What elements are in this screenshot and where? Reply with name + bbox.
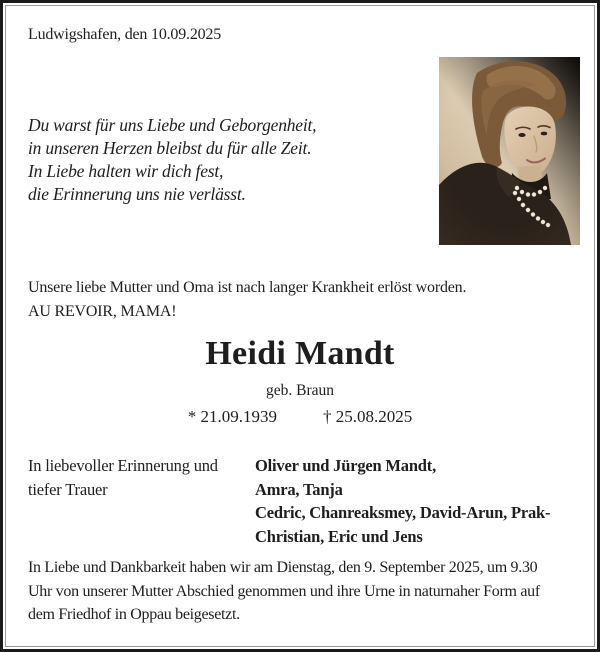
mourner-name-line: Amra, Tanja — [255, 479, 343, 499]
closing-line: dem Friedhof in Oppau beigesetzt. — [28, 606, 240, 623]
mourner-name-line: Cedric, Chanreaksmey, David-Arun, Prak- — [255, 503, 551, 522]
mourners-names — [255, 454, 550, 548]
dateline: Ludwigshafen, den 10.09.2025 — [28, 26, 222, 43]
closing-line: In Liebe und Dankbarkeit haben wir am Dienstag, den 9. September 2025, um 9.30 — [28, 559, 538, 576]
portrait-photo — [439, 57, 580, 245]
poem-line: Du warst für uns Liebe und Geborgenheit, — [28, 115, 317, 135]
death-date: † 25.08.2025 — [323, 407, 413, 426]
closing-text — [28, 556, 540, 627]
poem-line: die Erinnerung uns nie verlässt. — [28, 184, 246, 204]
mourners-label — [28, 454, 218, 501]
mourner-name-line: Oliver und Jürgen Mandt, — [255, 456, 437, 475]
mourners-label-line: In liebevoller Erinnerung und — [28, 456, 218, 475]
closing-line: Uhr von unserer Mutter Abschied genommen und ihre Urne in naturnaher Form auf — [28, 582, 540, 600]
portrait-photo-graphic — [439, 57, 580, 245]
maiden-name: geb. Braun — [265, 382, 334, 399]
mourner-name-line: Christian, Eric und Jens — [255, 526, 423, 546]
birth-date: * 21.09.1939 — [187, 407, 277, 426]
intro-text — [28, 276, 466, 324]
intro-line: Unsere liebe Mutter und Oma ist nach langer Krankheit erlöst worden. — [28, 279, 467, 296]
life-dates — [0, 407, 600, 427]
farewell-line: AU REVOIR, MAMA! — [28, 303, 177, 320]
deceased-name: Heidi Mandt — [205, 335, 395, 372]
poem-line: in unseren Herzen bleibst du für alle Zeit. — [28, 138, 312, 158]
poem-line: In Liebe halten wir dich fest, — [28, 161, 224, 181]
memorial-poem — [28, 114, 316, 206]
mourners-label-line: tiefer Trauer — [28, 479, 108, 499]
